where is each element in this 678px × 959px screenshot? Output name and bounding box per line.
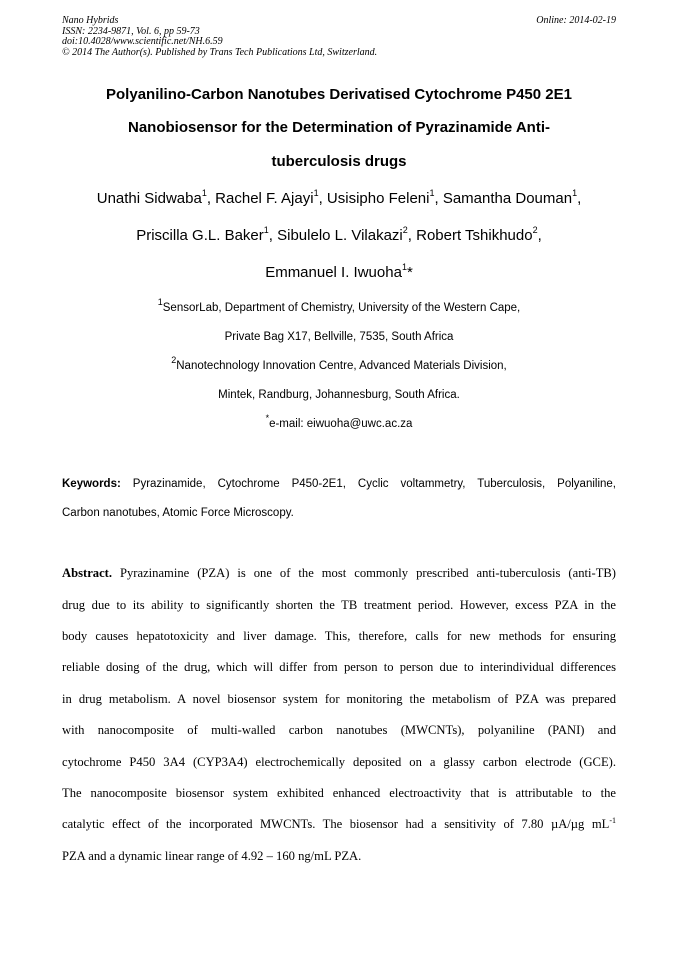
affiliation-marker: 2 — [402, 225, 408, 235]
affiliation-marker: 1 — [157, 297, 163, 308]
author-name: Rachel F. Ajayi — [215, 190, 314, 207]
affiliation-line-4: Mintek, Randburg, Johannesburg, South Africa. — [218, 389, 460, 401]
affiliation-marker: 1 — [401, 262, 407, 272]
keywords-line-1 — [62, 477, 616, 491]
abstract-line-6: with nanocomposite of multi-walled carbon nanotubes (MWCNTs), polyaniline (PANI) and — [62, 723, 616, 737]
authors-line-2 — [50, 227, 628, 245]
affiliation-marker: 1 — [313, 188, 319, 198]
keywords-line-2: Carbon nanotubes, Atomic Force Microscopy. — [62, 507, 294, 519]
author-name: Emmanuel I. Iwuoha — [265, 264, 402, 281]
affiliation-marker: 1 — [201, 188, 207, 198]
affiliation-marker: 2 — [532, 225, 538, 235]
separator: , — [434, 190, 443, 207]
affiliation-line-2: Private Bag X17, Bellville, 7535, South Africa — [224, 331, 454, 343]
separator: , — [318, 190, 327, 207]
corresponding-star: * — [406, 264, 413, 281]
affiliation-marker: 1 — [429, 188, 435, 198]
separator: , — [577, 190, 582, 207]
abstract-line-5: in drug metabolism. A novel biosensor system for monitoring the metabolism of PZA was prepared — [62, 692, 616, 706]
doi-line: doi:10.4028/www.scientific.net/NH.6.59 — [62, 36, 223, 47]
abstract-text: catalytic effect of the incorporated MWCNTs. The biosensor had a sensitivity of 7.80 µA/µg mL — [62, 817, 610, 831]
author-name: Priscilla G.L. Baker — [136, 227, 264, 244]
separator: , — [537, 227, 542, 244]
unit-exponent: -1 — [609, 815, 616, 825]
affiliation-line-1 — [62, 297, 616, 315]
abstract-line-1 — [62, 566, 616, 581]
email-address: e-mail: eiwuoha@uwc.ac.za — [269, 418, 413, 430]
author-name: Unathi Sidwaba — [96, 190, 202, 207]
author-name: Robert Tshikhudo — [416, 227, 533, 244]
online-date: Online: 2014-02-19 — [536, 15, 616, 26]
author-name: Samantha Douman — [442, 190, 573, 207]
authors-line-3 — [50, 264, 628, 282]
journal-header — [62, 16, 377, 58]
abstract-text: Pyrazinamine (PZA) is one of the most commonly prescribed anti-tuberculosis (anti-TB) — [120, 566, 616, 580]
email-line — [62, 413, 616, 431]
abstract-line-3: body causes hepatotoxicity and liver damage. This, therefore, calls for new methods for ensuring — [62, 629, 616, 643]
copyright-line: © 2014 The Author(s). Published by Trans Tech Publications Ltd, Switzerland. — [62, 46, 378, 58]
separator: , — [407, 227, 417, 244]
affiliation-text: Nanotechnology Innovation Centre, Advanced Materials Division, — [176, 360, 507, 372]
abstract-line-7: cytochrome P450 3A4 (CYP3A4) electrochemically deposited on a glassy carbon electrode (GCE). — [62, 755, 616, 769]
abstract-line-8: The nanocomposite biosensor system exhibited enhanced electroactivity that is attributable to the — [62, 786, 616, 800]
abstract-line-2: drug due to its ability to significantly shorten the TB treatment period. However, excess PZA in the — [62, 598, 616, 612]
abstract-label: Abstract. — [62, 566, 113, 580]
affiliation-marker: 1 — [263, 225, 269, 235]
title-line-2: Nanobiosensor for the Determination of Pyrazinamide Anti- — [128, 119, 550, 136]
affiliation-text: SensorLab, Department of Chemistry, University of the Western Cape, — [162, 302, 521, 314]
keywords-text: Pyrazinamide, Cytochrome P450-2E1, Cyclic voltammetry, Tuberculosis, Polyaniline, — [132, 478, 616, 490]
separator: , — [268, 227, 278, 244]
abstract-line-4: reliable dosing of the drug, which will differ from person to person due to interindividual differences — [62, 660, 616, 674]
issn-line: ISSN: 2234-9871, Vol. 6, pp 59-73 — [62, 25, 200, 37]
abstract-line-10: PZA and a dynamic linear range of 4.92 – 160 ng/mL PZA. — [62, 849, 362, 863]
abstract-line-9 — [62, 817, 616, 832]
author-name: Usisipho Feleni — [326, 190, 430, 207]
title-line-1: Polyanilino-Carbon Nanotubes Derivatised Cytochrome P450 2E1 — [106, 86, 572, 103]
journal-name: Nano Hybrids — [62, 15, 119, 26]
separator: , — [206, 190, 216, 207]
affiliation-marker: 2 — [171, 355, 177, 366]
keywords-label: Keywords: — [62, 478, 121, 490]
affiliation-line-3 — [62, 355, 616, 373]
affiliation-marker: 1 — [572, 188, 578, 198]
authors-line-1 — [50, 190, 628, 208]
title-line-3: tuberculosis drugs — [271, 153, 407, 170]
author-name: Sibulelo L. Vilakazi — [277, 227, 403, 244]
corresponding-marker: * — [265, 413, 270, 424]
